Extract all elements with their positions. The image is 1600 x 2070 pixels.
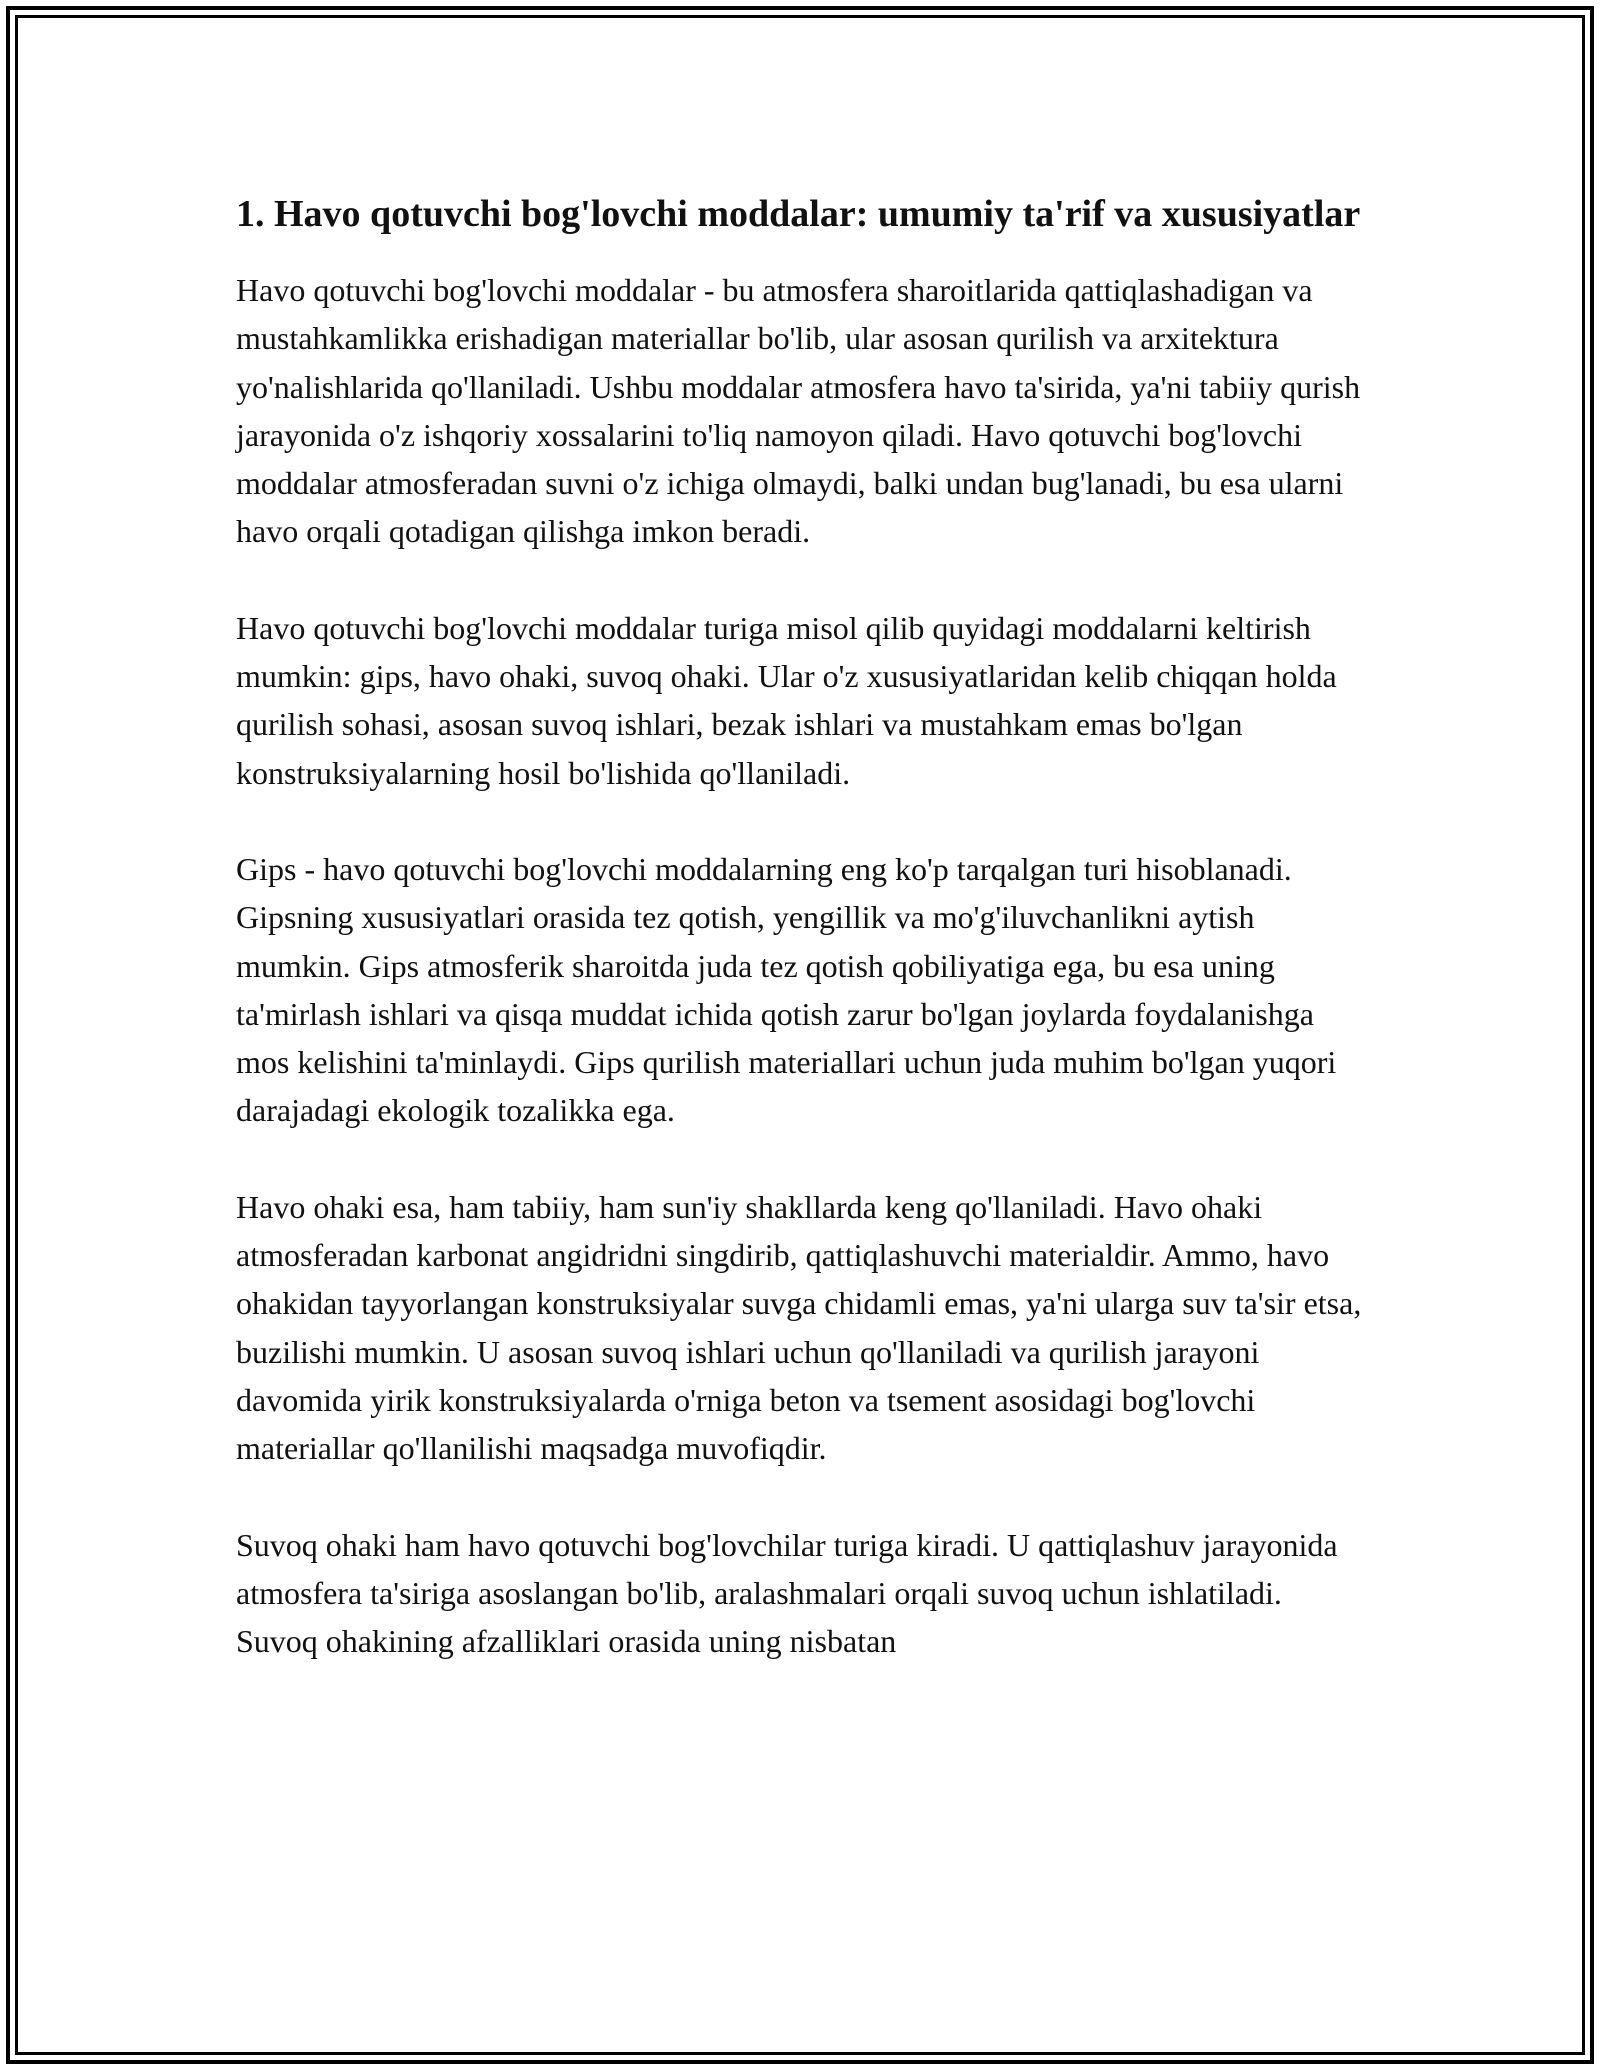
paragraph-examples: Havo qotuvchi bog'lovchi moddalar turiga misol qilib quyidagi moddalarni keltirish mumkin: gips, havo ohaki, suvoq ohaki. Ular o'z xususiyatlaridan kelib chiqqan holda qurilish sohasi, asosan suvoq ishlari, bezak ishlari va mustahkam emas bo'lgan konstruksiyalarning hosil bo'lishida qo'llaniladi. — [236, 609, 1337, 791]
paragraph-gypsum: Gips - havo qotuvchi bog'lovchi moddalarning eng ko'p tarqalgan turi hisoblanadi. Gipsning xususiyatlari orasida tez qotish, yengillik va mo'g'iluvchanlikni aytish mumkin. Gips atmosferik sharoitda juda tez qotish qobiliyatiga ega, bu esa uning ta'mirlash ishlari va qisqa muddat ichida qotish zarur bo'lgan joylarda foydalanishga mos kelishini ta'minlaydi. Gips qurilish materiallari uchun juda muhim bo'lgan yuqori darajadagi ekologik tozalikka ega. — [236, 850, 1337, 1129]
paragraph-air-lime: Havo ohaki esa, ham tabiiy, ham sun'iy shakllarda keng qo'llaniladi. Havo ohaki atmosferadan karbonat angidridni singdirib, qattiqlashuvchi materialdir. Ammo, havo ohakidan tayyorlangan konstruksiyalar suvga chidamli emas, ya'ni ularga suv ta'sir etsa, buzilishi mumkin. U asosan suvoq ishlari uchun qo'llaniladi va qurilish jarayoni davomida yirik konstruksiyalarda o'rniga beton va tsement asosidagi bog'lovchi materiallar qo'llanilishi maqsadga muvofiqdir. — [236, 1188, 1362, 1467]
document-body — [236, 186, 1371, 1713]
section-heading: 1. Havo qotuvchi bog'lovchi moddalar: umumiy ta'rif va xususiyatlar — [236, 193, 1361, 235]
paragraph-definition: Havo qotuvchi bog'lovchi moddalar - bu atmosfera sharoitlarida qattiqlashadigan va mustahkamlikka erishadigan materiallar bo'lib, ular asosan qurilish va arxitektura yo'nalishlarida qo'llaniladi. Ushbu moddalar atmosfera havo ta'sirida, ya'ni tabiiy qurish jarayonida o'z ishqoriy xossalarini to'liq namoyon qiladi. Havo qotuvchi bog'lovchi moddalar atmosferadan suvni o'z ichiga olmaydi, balki undan bug'lanadi, bu esa ularni havo orqali qotadigan qilishga imkon beradi. — [236, 272, 1361, 550]
paragraph-plaster-lime: Suvoq ohaki ham havo qotuvchi bog'lovchilar turiga kiradi. U qattiqlashuv jarayonida atmosfera ta'siriga asoslangan bo'lib, aralashmalari orqali suvoq uchun ishlatiladi. Suvoq ohakining afzalliklari orasida uning nisbatan — [236, 1526, 1338, 1660]
